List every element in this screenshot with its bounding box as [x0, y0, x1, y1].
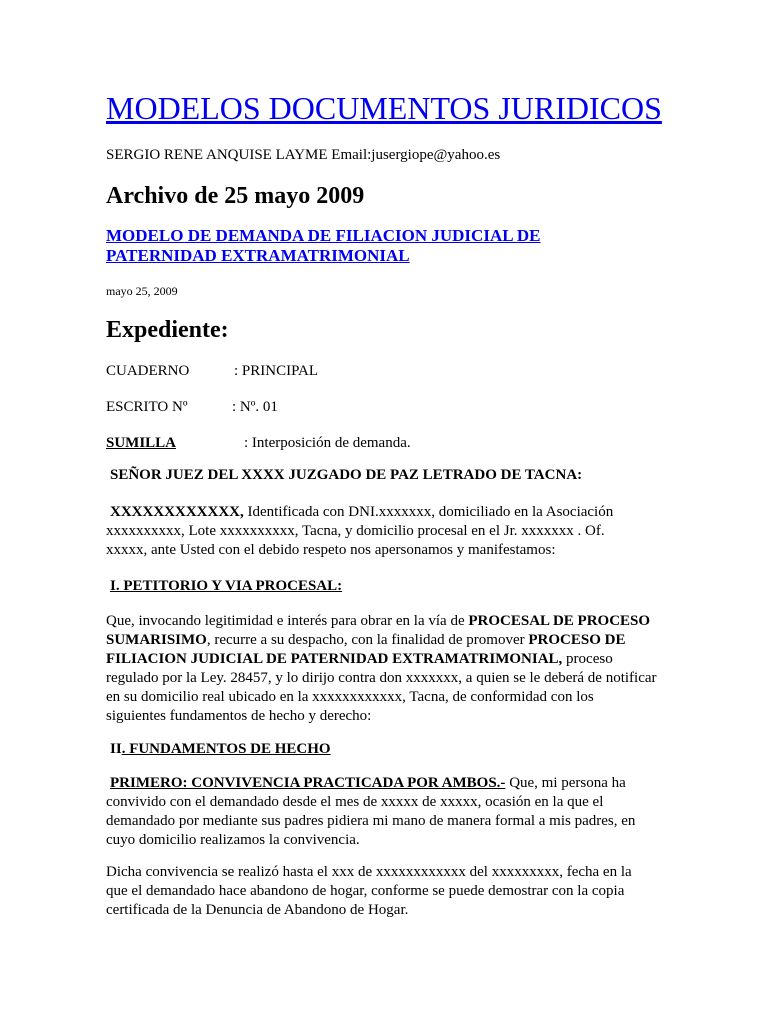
s1-line2-c: PROCESO DE	[528, 632, 626, 648]
s1-line2-a: SUMARISIMO	[106, 632, 207, 648]
post-title-line-1: MODELO DE DEMANDA DE FILIACION JUDICIAL DE	[106, 226, 541, 245]
site-title-link[interactable]: MODELOS DOCUMENTOS JURIDICOS	[106, 90, 662, 126]
section-1-heading: I. PETITORIO Y VIA PROCESAL:	[110, 578, 343, 594]
section-2-title: . FUNDAMENTOS DE HECHO	[121, 741, 331, 757]
cuaderno-label: CUADERNO	[106, 363, 190, 379]
s1-line1-b: PROCESAL DE PROCESO	[468, 613, 651, 629]
p1-line2: convivido con el demandado desde el mes de xxxxx de xxxxx, ocasión en la que el	[106, 794, 604, 810]
s1-line3-b: proceso	[562, 651, 613, 667]
s1-line4: regulado por la Ley. 28457, y lo dirijo contra don xxxxxxx, a quien se le deberá de notificar	[106, 670, 657, 686]
intro-line-3: xxxxx, ante Usted con el debido respeto nos apersonamos y manifestamos:	[106, 542, 556, 558]
post-date: mayo 25, 2009	[106, 284, 178, 298]
primero-paragraph	[106, 774, 666, 850]
archive-heading: Archivo de 25 mayo 2009	[106, 183, 365, 209]
p2-line1: Dicha convivencia se realizó hasta el xxx de xxxxxxxxxxxx del xxxxxxxxx, fecha en la	[106, 864, 632, 880]
p2-line3: certificada de la Denuncia de Abandono de Hogar.	[106, 902, 409, 918]
escrito-label: ESCRITO Nº	[106, 399, 188, 415]
s1-line5: en su domicilio real ubicado en la xxxxxxxxxxxx, Tacna, de conformidad con los	[106, 689, 594, 705]
intro-paragraph	[106, 503, 666, 560]
section-2-heading	[110, 740, 331, 758]
primero-label: PRIMERO: CONVIVENCIA PRACTICADA POR AMBOS.-	[110, 775, 506, 791]
intro-line-1: Identificada con DNI.xxxxxxx, domiciliado en la Asociación	[243, 504, 614, 520]
convivencia-paragraph	[106, 863, 666, 920]
p1-line1: Que, mi persona ha	[505, 775, 626, 791]
p2-line2: que el demandado hace abandono de hogar, conforme se puede demostrar con la copia	[106, 883, 625, 899]
s1-line3-a: FILIACION JUDICIAL DE PATERNIDAD EXTRAMATRIMONIAL,	[106, 651, 563, 667]
author-line: SERGIO RENE ANQUISE LAYME Email:jusergiope@yahoo.es	[106, 147, 501, 163]
s1-line6: siguientes fundamentos de hecho y derecho:	[106, 708, 372, 724]
section-1-paragraph	[106, 612, 666, 726]
cuaderno-value: : PRINCIPAL	[234, 363, 319, 379]
escrito-value: : Nº. 01	[232, 399, 278, 415]
intro-line-2: xxxxxxxxxx, Lote xxxxxxxxxx, Tacna, y domicilio procesal en el Jr. xxxxxxx . Of.	[106, 523, 605, 539]
addressee: SEÑOR JUEZ DEL XXXX JUZGADO DE PAZ LETRADO DE TACNA:	[110, 467, 583, 483]
sumilla-label: SUMILLA	[106, 435, 177, 451]
p1-line3: demandado por mediante sus padres pidiera mi mano de manera formal a mis padres, en	[106, 813, 636, 829]
s1-line2-b: , recurre a su despacho, con la finalidad de promover	[206, 632, 529, 648]
post-title-line-2: PATERNIDAD EXTRAMATRIMONIAL	[106, 246, 410, 265]
p1-line4: cuyo domicilio realizamos la convivencia.	[106, 832, 360, 848]
section-2-number: II	[110, 741, 122, 757]
intro-name: XXXXXXXXXXXX,	[110, 504, 244, 520]
post-title-link[interactable]	[106, 226, 541, 266]
expediente-heading: Expediente:	[106, 317, 229, 343]
s1-line1-a: Que, invocando legitimidad e interés para obrar en la vía de	[106, 613, 469, 629]
sumilla-value: : Interposición de demanda.	[244, 435, 411, 451]
